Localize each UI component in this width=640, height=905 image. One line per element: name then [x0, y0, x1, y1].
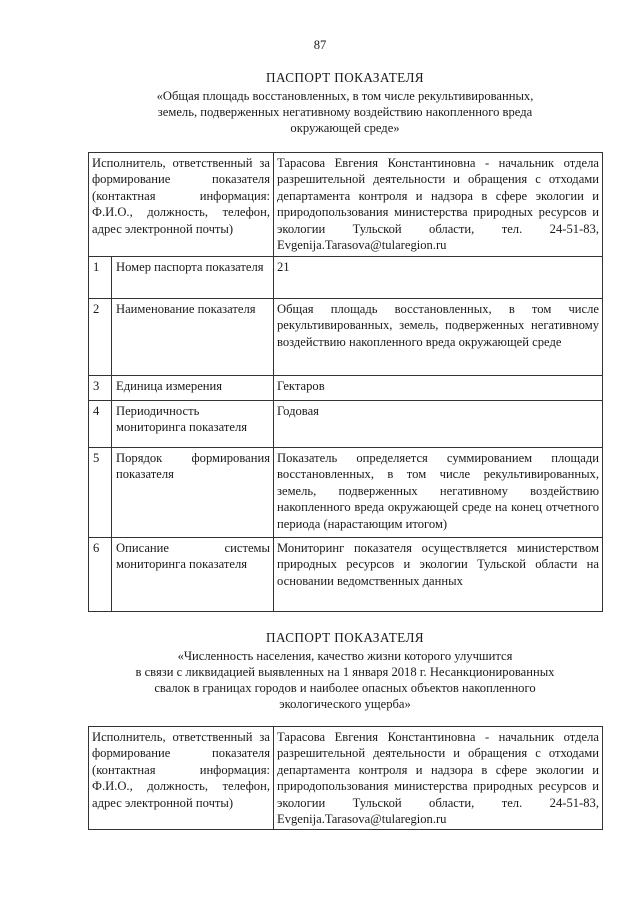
subtitle-line: земель, подверженных негативному воздействию накопленного вреда — [157, 105, 533, 119]
passport-table-1 — [88, 152, 603, 612]
row-value: Годовая — [274, 401, 603, 448]
passport-title-2: ПАСПОРТ ПОКАЗАТЕЛЯ — [266, 630, 424, 645]
executor-value: Тарасова Евгения Константиновна - начальник отдела разрешительной деятельности и обращения с отходами департамента контроля и надзора в сфере экологии и природопользования министерства природных ресурсов и экологии Тульской области, тел. 24-51-83, Evgenija.Tarasova@tularegion.ru — [274, 727, 603, 830]
table-row-executor — [89, 153, 603, 257]
subtitle-line: экологического ущерба» — [279, 697, 411, 711]
row-value: Гектаров — [274, 376, 603, 401]
row-value: Общая площадь восстановленных, в том числе рекультивированных, земель, подверженных негативному воздействию накопленного вреда окружающей среде — [274, 299, 603, 376]
row-value: 21 — [274, 257, 603, 299]
passport-subtitle-2 — [90, 648, 600, 712]
passport-table-2 — [88, 726, 603, 830]
row-label: Описание системы мониторинга показателя — [112, 538, 274, 612]
row-number: 3 — [89, 376, 112, 401]
row-value: Мониторинг показателя осуществляется министерством природных ресурсов и экологии Тульской области на основании ведомственных данных — [274, 538, 603, 612]
row-number: 1 — [89, 257, 112, 299]
subtitle-line: «Общая площадь восстановленных, в том числе рекультивированных, — [156, 89, 534, 103]
executor-value: Тарасова Евгения Константиновна - начальник отдела разрешительной деятельности и обращения с отходами департамента контроля и надзора в сфере экологии и природопользования министерства природных ресурсов и экологии Тульской области, тел. 24-51-83, Evgenija.Tarasova@tularegion.ru — [274, 153, 603, 257]
row-number: 4 — [89, 401, 112, 448]
table-row-executor — [89, 727, 603, 830]
subtitle-line: окружающей среде» — [290, 121, 400, 135]
executor-label: Исполнитель, ответственный за формирование показателя (контактная информация: Ф.И.О., должность, телефон, адрес электронной почты) — [89, 153, 274, 257]
row-label: Наименование показателя — [112, 299, 274, 376]
executor-label: Исполнитель, ответственный за формирование показателя (контактная информация: Ф.И.О., должность, телефон, адрес электронной почты) — [89, 727, 274, 830]
table-row — [89, 299, 603, 376]
table-row — [89, 257, 603, 299]
table-row — [89, 448, 603, 538]
table-row — [89, 401, 603, 448]
subtitle-line: свалок в границах городов и наиболее опасных объектов накопленного — [154, 681, 536, 695]
row-number: 6 — [89, 538, 112, 612]
row-value: Показатель определяется суммированием площади восстановленных, в том числе рекультивированных, земель, подверженных негативному воздействию накопленного вреда окружающей среде на конец отчетного периода (нарастающим итогом) — [274, 448, 603, 538]
row-number: 2 — [89, 299, 112, 376]
row-label: Единица измерения — [112, 376, 274, 401]
row-label: Порядок формирования показателя — [112, 448, 274, 538]
subtitle-line: в связи с ликвидацией выявленных на 1 января 2018 г. Несанкционированных — [135, 665, 555, 679]
table-row — [89, 376, 603, 401]
passport-subtitle-1 — [90, 88, 600, 136]
subtitle-line: «Численность населения, качество жизни которого улучшится — [177, 649, 513, 663]
passport-title-1: ПАСПОРТ ПОКАЗАТЕЛЯ — [266, 70, 424, 85]
page-number: 87 — [313, 38, 327, 52]
row-label: Номер паспорта показателя — [112, 257, 274, 299]
row-label: Периодичность мониторинга показателя — [112, 401, 274, 448]
table-row — [89, 538, 603, 612]
row-number: 5 — [89, 448, 112, 538]
